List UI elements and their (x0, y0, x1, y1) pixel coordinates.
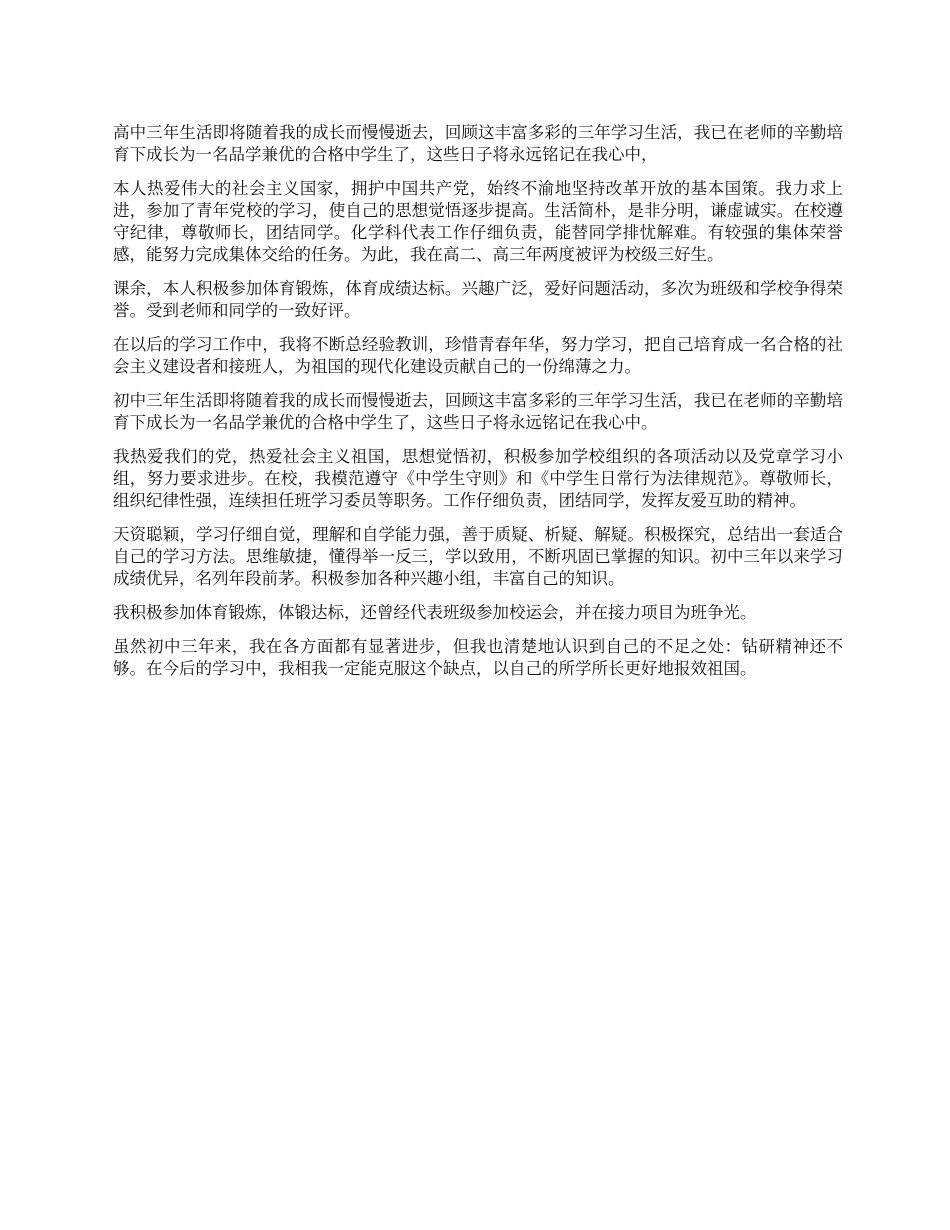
paragraph-4: 在以后的学习工作中，我将不断总经验教训，珍惜青春年华，努力学习，把自己培育成一名合格的社会主义建设者和接班人，为祖国的现代化建设贡献自己的一份绵薄之力。 (113, 335, 843, 376)
document-body (113, 122, 843, 692)
paragraph-8: 我积极参加体育锻炼，体锻达标，还曾经代表班级参加校运会，并在接力项目为班争光。 (113, 603, 757, 622)
paragraph-2: 本人热爱伟大的社会主义国家，拥护中国共产党，始终不渝地坚持改革开放的基本国策。我力求上进，参加了青年党校的学习，使自己的思想觉悟逐步提高。生活简朴，是非分明，谦虚诚实。在校遵守纪律，尊敬师长，团结同学。化学科代表工作仔细负责，能替同学排忧解难。有较强的集体荣誉感，能努力完成集体交给的任务。为此，我在高二、高三年两度被评为校级三好生。 (113, 179, 843, 264)
paragraph-3: 课余，本人积极参加体育锻炼，体育成绩达标。兴趣广泛，爱好问题活动，多次为班级和学校争得荣誉。受到老师和同学的一致好评。 (113, 279, 843, 320)
paragraph-5: 初中三年生活即将随着我的成长而慢慢逝去，回顾这丰富多彩的三年学习生活，我已在老师的辛勤培育下成长为一名品学兼优的合格中学生了，这些日子将永远铭记在我心中。 (113, 391, 843, 432)
paragraph-9: 虽然初中三年来，我在各方面都有显著进步，但我也清楚地认识到自己的不足之处：钻研精神还不够。在今后的学习中，我相我一定能克服这个缺点，以自己的所学所长更好地报效祖国。 (113, 637, 843, 678)
paragraph-7: 天资聪颖，学习仔细自觉，理解和自学能力强，善于质疑、析疑、解疑。积极探究，总结出一套适合自己的学习方法。思维敏捷，懂得举一反三，学以致用，不断巩固已掌握的知识。初中三年以来学习成绩优异，名列年段前茅。积极参加各种兴趣小组，丰富自己的知识。 (113, 525, 843, 588)
paragraph-1: 高中三年生活即将随着我的成长而慢慢逝去，回顾这丰富多彩的三年学习生活，我已在老师的辛勤培育下成长为一名品学兼优的合格中学生了，这些日子将永远铭记在我心中， (113, 123, 843, 164)
paragraph-6: 我热爱我们的党，热爱社会主义祖国，思想觉悟初，积极参加学校组织的各项活动以及党章学习小组，努力要求进步。在校，我模范遵守《中学生守则》和《中学生日常行为法律规范》。尊敬师长，组织纪律性强，连续担任班学习委员等职务。工作仔细负责，团结同学，发挥友爱互助的精神。 (113, 447, 843, 510)
